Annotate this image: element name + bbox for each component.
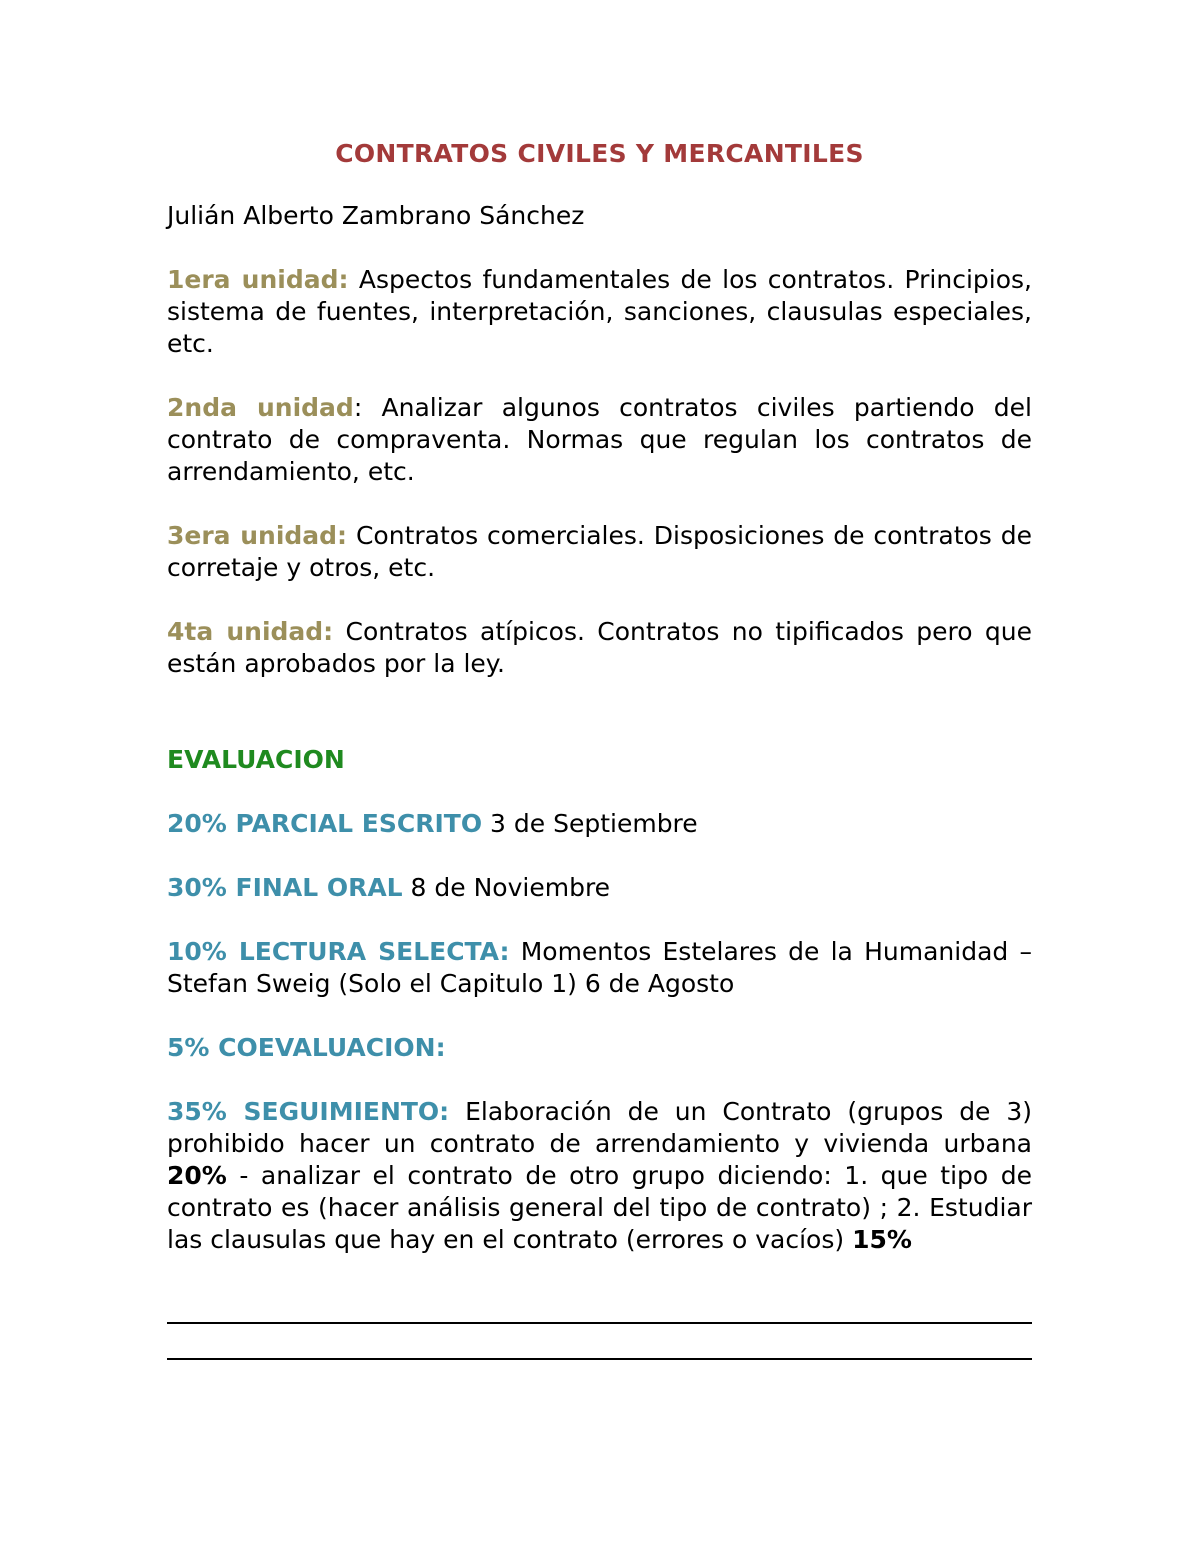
unit-3-paragraph (167, 520, 1032, 584)
unit-1-text: Aspectos fundamentales de los contratos. Principios, sistema de fuentes, interpretación, sanciones, clausulas especiales, etc. (167, 265, 1032, 358)
evaluation-item-seguimiento-label: 35% SEGUIMIENTO: (167, 1097, 450, 1126)
seguimiento-text-1: Elaboración de un Contrato (grupos de 3) prohibido hacer un contrato de arrendamiento y vivienda urbana (167, 1097, 1032, 1158)
seguimiento-percent-1: 20% (167, 1161, 227, 1190)
unit-4-text: Contratos atípicos. Contratos no tipificados pero que están aprobados por la ley. (167, 617, 1032, 678)
evaluation-item-parcial-label: 20% PARCIAL ESCRITO (167, 809, 483, 838)
evaluation-item-lectura-text: Momentos Estelares de la Humanidad – Stefan Sweig (Solo el Capitulo 1) 6 de Agosto (167, 937, 1032, 998)
evaluation-heading: EVALUACION (167, 745, 345, 774)
unit-4-label: 4ta unidad: (167, 617, 334, 646)
unit-4-paragraph (167, 616, 1032, 680)
unit-3-label: 3era unidad: (167, 521, 348, 550)
evaluation-item-final (167, 872, 1032, 904)
evaluation-item-final-text: 8 de Noviembre (402, 873, 611, 902)
document-title: CONTRATOS CIVILES Y MERCANTILES (335, 139, 864, 168)
horizontal-rule-bottom (167, 1358, 1032, 1360)
seguimiento-percent-2: 15% (852, 1225, 912, 1254)
evaluation-item-coevaluacion (167, 1032, 1032, 1064)
unit-3-text: Contratos comerciales. Disposiciones de contratos de corretaje y otros, etc. (167, 521, 1033, 582)
seguimiento-text-2: - analizar el contrato de otro grupo diciendo: 1. que tipo de contrato es (hacer análisis general del tipo de contrato) ; 2. Estudiar las clausulas que hay en el contrato (errores o vacíos) (167, 1161, 1032, 1254)
evaluation-item-parcial-text: 3 de Septiembre (482, 809, 698, 838)
unit-2-label: 2nda unidad (167, 393, 354, 422)
evaluation-item-final-label: 30% FINAL ORAL (167, 873, 403, 902)
evaluation-item-coevaluacion-label: 5% COEVALUACION: (167, 1033, 446, 1062)
horizontal-rule-top (167, 1322, 1032, 1324)
unit-2-text: : Analizar algunos contratos civiles partiendo del contrato de compraventa. Normas que regulan los contratos de arrendamiento, etc. (167, 393, 1032, 486)
author-name: Julián Alberto Zambrano Sánchez (167, 201, 585, 230)
evaluation-item-seguimiento (167, 1096, 1032, 1256)
evaluation-item-parcial (167, 808, 1032, 840)
evaluation-item-lectura (167, 936, 1032, 1000)
evaluation-item-lectura-label: 10% LECTURA SELECTA: (167, 937, 510, 966)
unit-2-paragraph (167, 392, 1032, 488)
unit-1-label: 1era unidad: (167, 265, 349, 294)
unit-1-paragraph (167, 264, 1032, 360)
document-page (167, 136, 1032, 1288)
